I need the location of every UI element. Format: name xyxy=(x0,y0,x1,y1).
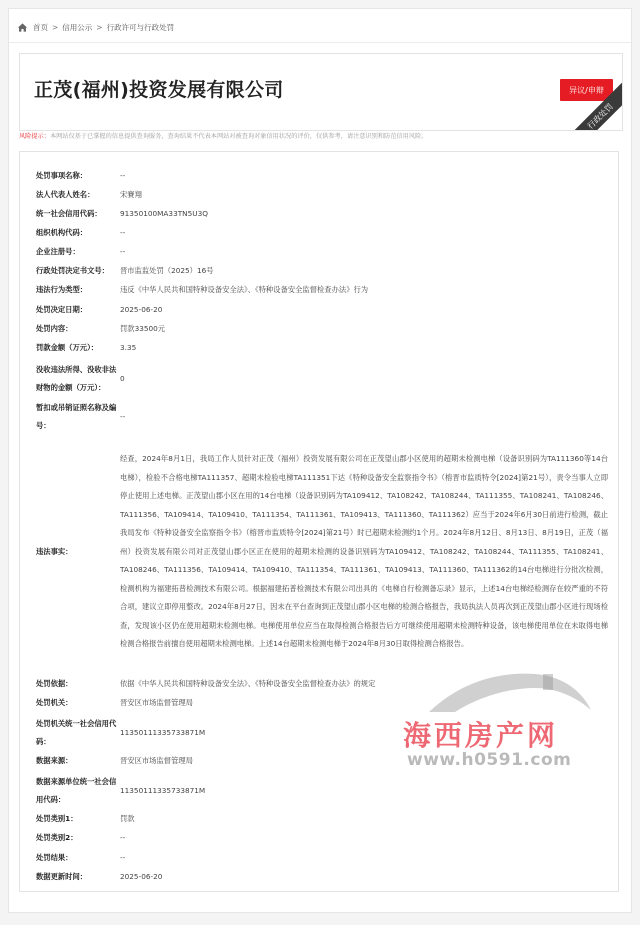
detail-row xyxy=(36,398,608,436)
detail-row xyxy=(36,868,608,887)
field-label: 处罚类别1： xyxy=(36,814,78,823)
field-value: 11350111335733871M xyxy=(120,727,206,737)
company-header-card xyxy=(19,53,623,131)
field-value: 2025-06-20 xyxy=(120,305,163,314)
risk-notice xyxy=(19,131,427,140)
detail-row xyxy=(36,714,608,752)
divider xyxy=(9,42,631,43)
detail-row xyxy=(36,281,608,300)
detail-row xyxy=(36,320,608,339)
watermark-brand: 海西房产网 xyxy=(403,719,559,752)
field-value: 2025-06-20 xyxy=(120,872,163,881)
field-label: 组织机构代码： xyxy=(36,228,88,237)
field-label: 处罚机关： xyxy=(36,698,73,707)
detail-row xyxy=(36,810,608,829)
detail-row xyxy=(36,360,608,398)
risk-notice-label: 风险提示： xyxy=(19,133,50,140)
detail-row xyxy=(36,262,608,281)
breadcrumb-current: 行政许可与行政处罚 xyxy=(106,22,175,32)
field-label: 数据来源： xyxy=(36,756,73,765)
detail-row xyxy=(36,205,608,224)
detail-row xyxy=(36,186,608,205)
field-value: 违反《中华人民共和国特种设备安全法》、《特种设备安全监督检查办法》行为 xyxy=(120,285,369,294)
detail-row xyxy=(36,243,608,262)
field-value: -- xyxy=(120,247,126,256)
field-label: 暂扣或吊销证照名称及编号： xyxy=(36,402,117,430)
field-label: 统一社会信用代码： xyxy=(36,209,102,218)
risk-notice-text: 本网站仅基于已掌握的信息提供查询服务，查询结果不代表本网站对被查询对象信用状况的评价，仅供参考，请注意识别和防范信用风险。 xyxy=(49,133,428,140)
detail-row xyxy=(36,772,608,810)
field-value: 晋市监监处罚（2025）16号 xyxy=(120,266,214,275)
field-value: -- xyxy=(120,853,126,862)
breadcrumb-separator: > xyxy=(96,22,103,32)
field-value: -- xyxy=(120,228,126,237)
objection-button[interactable]: 异议/申辩 xyxy=(560,79,613,101)
breadcrumb-home[interactable]: 首页 xyxy=(33,22,48,32)
field-label: 处罚依据： xyxy=(36,679,73,688)
field-value: -- xyxy=(120,171,126,180)
detail-row xyxy=(36,167,608,186)
field-label: 违法行为类型： xyxy=(36,285,88,294)
field-value: 11350111335733871M xyxy=(120,785,206,795)
field-label: 数据更新时间： xyxy=(36,872,88,881)
field-label: 处罚事项名称： xyxy=(36,171,88,180)
field-label: 处罚决定日期： xyxy=(36,305,88,314)
penalty-corner-tag: 行政处罚 xyxy=(560,76,623,131)
detail-row xyxy=(36,752,608,771)
field-value: 0 xyxy=(120,373,125,383)
field-label: 法人代表人姓名： xyxy=(36,190,95,199)
detail-row xyxy=(36,829,608,848)
field-label: 罚款金额（万元）： xyxy=(36,343,99,352)
field-value: -- xyxy=(120,411,126,421)
company-name: 正茂(福州)投资发展有限公司 xyxy=(34,79,284,101)
detail-row xyxy=(36,301,608,320)
breadcrumb-separator: > xyxy=(52,22,59,32)
breadcrumb-credit[interactable]: 信用公示 xyxy=(62,22,93,32)
watermark-url: www.h0591.com xyxy=(407,750,572,770)
field-label: 企业注册号： xyxy=(36,247,80,256)
field-value: -- xyxy=(120,833,126,842)
field-value: 91350100MA33TN5U3Q xyxy=(120,209,208,218)
field-value: 罚款33500元 xyxy=(120,324,166,333)
detail-row xyxy=(36,694,608,713)
field-value: 晋安区市场监督管理局 xyxy=(120,698,193,707)
field-label: 处罚内容： xyxy=(36,324,73,333)
field-label: 处罚机关统一社会信用代码： xyxy=(36,718,117,746)
penalty-detail-card xyxy=(19,151,619,892)
field-label: 处罚结果： xyxy=(36,853,73,862)
detail-row xyxy=(36,224,608,243)
breadcrumb xyxy=(17,17,174,37)
home-icon[interactable] xyxy=(17,22,28,33)
field-label: 数据来源单位统一社会信用代码： xyxy=(36,776,117,804)
field-label: 处罚类别2： xyxy=(36,833,78,842)
field-value: 宋賽翔 xyxy=(120,190,142,199)
detail-row xyxy=(36,675,608,694)
detail-row xyxy=(36,849,608,868)
field-value: 3.35 xyxy=(120,343,137,352)
field-value: 晋安区市场监督管理局 xyxy=(120,756,193,765)
field-value: 依据《中华人民共和国特种设备安全法》、《特种设备安全监督检查办法》的规定 xyxy=(120,679,376,688)
field-label: 行政处罚决定书文号： xyxy=(36,266,109,275)
violation-facts: 经查，2024年8月1日，我局工作人员针对正茂（福州）投资发展有限公司在正茂望山郡小区使用的超期未检测电梯（设备识别码为TA111360等14台电梯），检验不合格电梯TA111357、超期未检验电梯TA111351下达《特种设备安全监察指令书》（榕晋市监质特令[2024]第21号），责令当事人立即停止使用上述电梯。正茂望山郡小区在用的14台电梯（设备识别码为TA109412、TA108242、TA108244、TA111355、TA108241、TA108246、TA111356、TA109414、TA109410、TA111354、TA111361、TA109413、TA111360、TA111362）应当于2024年6月30日前进行检测，截止我局发布《特种设备安全监察指令书》（榕晋市监质特令[2024]第21号）时已超期未检测约1个月。2024年8月12日、8月13日、8月19日，正茂（福州）投资发展有限公司对正茂望山郡小区正在使用的超期未检测的设备识别码为TA109412、TA108242、TA108244、TA111355、TA108241、TA108246、TA111356、TA109414、TA109410、TA111354、TA111361、TA109413、TA111360、TA111362的14台电梯进行分批次检测，检测机构为福建拓普检测技术有限公司。根据福建拓普检测技术有限公司出具的《电梯自行检测备忘录》显示，上述14台电梯经检测存在较严重的不符合项，建议立即停用整改。2024年8月27日，因未在平台查询到正茂望山郡小区电梯的检测合格报告，我局执法人员再次到正茂望山郡小区进行现场检查，发现该小区仍在使用超期未检测电梯。电梯使用单位应当在取得检测合格报告后方可继续使用超期未检测特种设备，该电梯使用单位在未取得电梯检测合格报告前擅自使用超期未检测电梯。上述14台超期未检测电梯于2024年8月30日取得检测合格报告。 xyxy=(120,454,608,649)
field-value: 罚款 xyxy=(120,814,135,823)
field-label: 违法事实： xyxy=(36,546,73,556)
detail-row xyxy=(36,339,608,358)
field-label: 没收违法所得、没收非法财物的金额（万元）： xyxy=(36,364,117,392)
detail-row xyxy=(36,436,608,668)
